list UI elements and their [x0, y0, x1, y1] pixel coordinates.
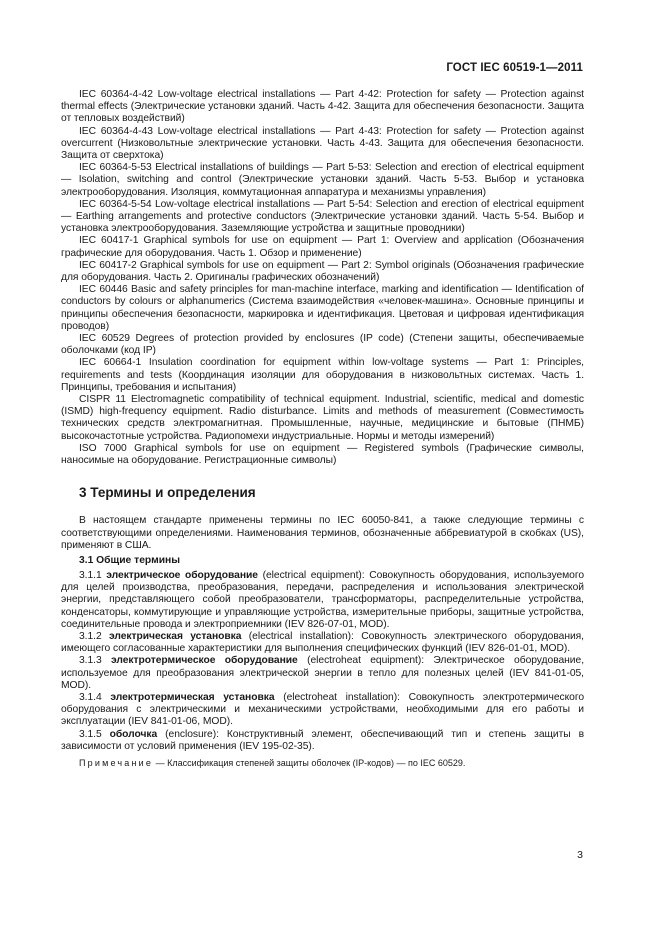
term-entry [61, 729, 584, 753]
term-number: 3.1.4 [79, 691, 102, 703]
term-name: электрическая установка [108, 630, 242, 642]
term-number: 3.1.3 [79, 655, 102, 667]
section-title: 3 Термины и определения [79, 485, 256, 501]
reference-item: IEC 60364-5-54 Low-voltage electrical installations — Part 5-54: Selection and erection of electrical equipment — Earthing arrangements and protective conductors (Электрические установки зданий. Часть 5-54. Выбор и установка электрооборудования. Заземляющие устройства и защитные проводники) [61, 198, 584, 235]
normative-references-list [61, 89, 584, 467]
term-definition: (electroheat installation): Совокупность электротермического оборудования с электрическими и механическими устройствами, необходимыми для его работы и эксплуатации (IEV 841-01-06, MOD). [61, 691, 584, 728]
term-number: 3.1.2 [79, 630, 102, 642]
reference-item: IEC 60417-2 Graphical symbols for use on equipment — Part 2: Symbol originals (Обозначения графические для оборудования. Часть 2. Оригиналы графических обозначений) [61, 259, 584, 284]
page-content [61, 89, 584, 769]
term-definition: (electrical installation): Совокупность электрического оборудования, имеющего согласованные характеристики для выполнения специфических функций (IEV 826-01-01, MOD). [61, 630, 584, 655]
note-text: — Классификация степеней защиты оболочек (IP-кодов) — по IEC 60529. [155, 757, 466, 768]
terms-list [61, 570, 584, 753]
page-number: 3 [577, 849, 583, 861]
term-name: электротермическая установка [110, 691, 275, 703]
section-intro: В настоящем стандарте применены термины по IEC 60050-841, а также следующие термины с соответствующими определениями. Наименования терминов, обозначенные аббревиатурой в скобках (US), применяют в США. [61, 515, 584, 551]
reference-item: IEC 60364-4-42 Low-voltage electrical installations — Part 4-42: Protection for safety — Protection against thermal effects (Электрические установки зданий. Часть 4-42. Защита для обеспечения безопасности. Защита от тепловых воздействий) [61, 89, 584, 125]
document-code-header: ГОСТ IEC 60519-1—2011 [446, 62, 583, 74]
subsection-title: 3.1 Общие термины [79, 554, 181, 566]
term-number: 3.1.5 [79, 728, 102, 740]
term-entry [61, 570, 584, 631]
term-name: оболочка [109, 728, 158, 740]
reference-item: ISO 7000 Graphical symbols for use on equipment — Registered symbols (Графические символы, наносимые на оборудование. Регистрационные символы) [61, 442, 584, 467]
term-definition: (electrical equipment): Совокупность оборудования, используемого для целей производства, преобразования, передачи, распределения и использования электрической энергии, представляющего собой преобразователи, трансформаторы, распределительные устройства, конденсаторы, коммутирующие и управляющие устройства, измерительные приборы, защитные устройства, соединительные провода и электроприемники (IEV 826-07-01, MOD). [61, 569, 585, 630]
reference-item: IEC 60364-4-43 Low-voltage electrical installations — Part 4-43: Protection for safety — Protection against overcurrent (Низковольтные электрические установки. Часть 4-43. Защита для обеспечения безопасности. Защита от сверхтока) [61, 125, 584, 162]
reference-item: IEC 60417-1 Graphical symbols for use on equipment — Part 1: Overview and application (Обозначения графические для оборудования. Часть 1. Обзор и применение) [61, 235, 584, 259]
term-entry [61, 692, 584, 729]
reference-item: IEC 60364-5-53 Electrical installations of buildings — Part 5-53: Selection and erection of electrical equipment — Isolation, switching and control (Электрические установки зданий. Часть 5-53. Выбор и установка электрооборудования. Изоляция, коммутационная аппаратура и механизмы управления) [61, 162, 584, 198]
reference-item: IEC 60664-1 Insulation coordination for equipment within low-voltage systems — Part 1: Principles, requirements and tests (Координация изоляции для оборудования в низковольтных системах. Часть 1. Принципы, требования и испытания) [61, 357, 584, 393]
note [61, 757, 584, 769]
reference-item: CISPR 11 Electromagnetic compatibility of technical equipment. Industrial, scientific, medical and domestic (ISMD) high-frequency equipment. Radio disturbance. Limits and methods of measurement (Совместимость технических средств электромагнитная. Промышленные, научные, медицинские и бытовые (ПНМБ) высокочастотные устройства. Радиопомехи индустриальные. Нормы и методы измерений) [61, 394, 584, 442]
term-entry [61, 655, 584, 692]
note-label: Примечание [79, 757, 154, 768]
term-name: электротермическое оборудование [111, 655, 298, 667]
term-name: электрическое оборудование [106, 569, 258, 581]
term-entry [61, 631, 584, 655]
reference-item: IEC 60529 Degrees of protection provided by enclosures (IP code) (Степени защиты, обеспечиваемые оболочками (код IP) [61, 333, 584, 357]
reference-item: IEC 60446 Basic and safety principles for man-machine interface, marking and identification — Identification of conductors by colours or alphanumerics (Система взаимодействия «человек-машина». Основные принципы и принципы обеспечения безопасности, маркировка и идентификация. Цветовая и цифровая идентификация проводов) [61, 284, 584, 332]
term-number: 3.1.1 [79, 569, 102, 581]
term-definition: (enclosure): Конструктивный элемент, обеспечивающий тип и степень защиты в зависимости от условий применения (IEV 195-02-35). [61, 728, 585, 752]
term-definition: (electroheat equipment): Электрическое оборудование, используемое для преобразования электрической энергии в тепло для полезных целей (IEV 841-01-05, MOD). [61, 655, 585, 691]
